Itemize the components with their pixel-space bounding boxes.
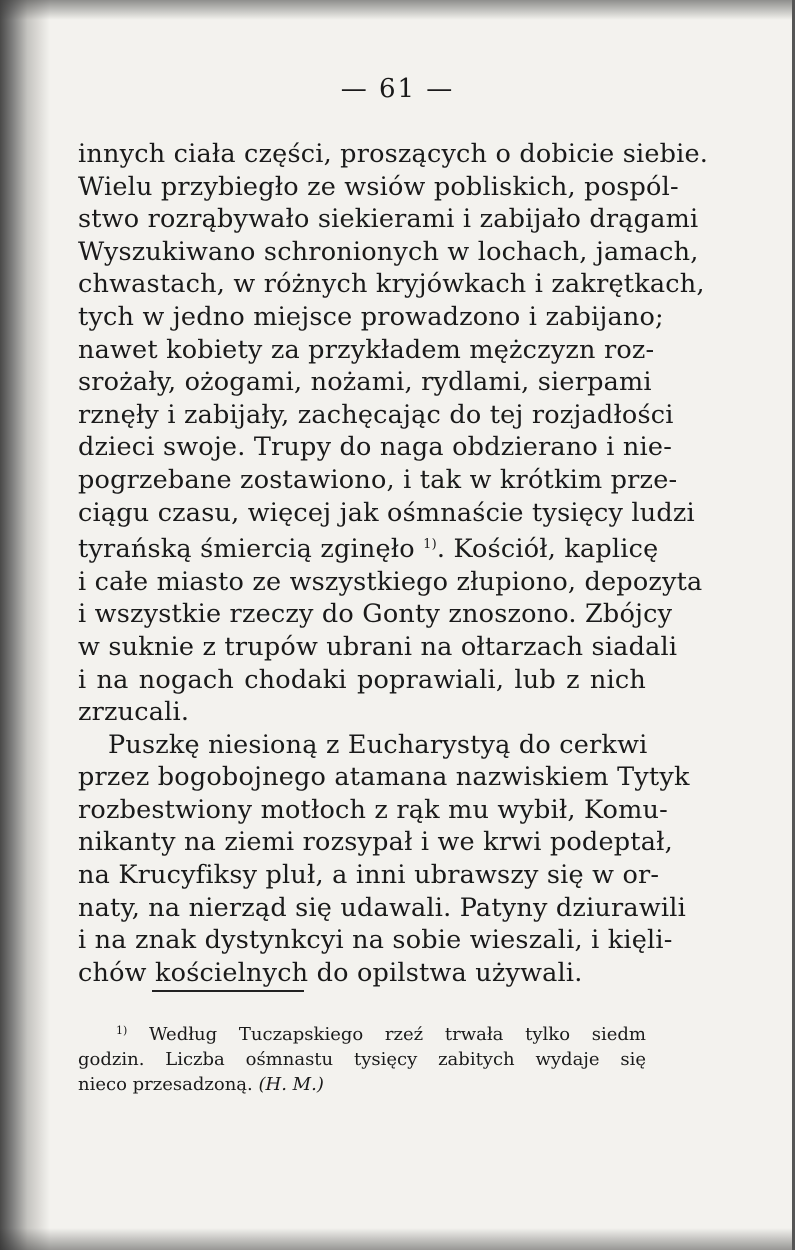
footnote [78, 1018, 646, 1097]
text-line: w suknie z trupów ubrani na ołtarzach siadali [78, 631, 678, 662]
text-line: chów kościelnych do opilstwa używali. [78, 957, 583, 988]
bottom-edge-shadow [0, 1228, 795, 1250]
text-line: Wielu przybiegło ze wsiów pobliskich, pospól- [78, 171, 679, 202]
text-line: nawet kobiety za przykładem mężczyzn roz- [78, 334, 655, 365]
footnote-separator [152, 990, 304, 992]
text-line: i na nogach chodaki poprawiali, lub z nich [78, 664, 646, 695]
footnote-text: nieco przesadzoną. [78, 1074, 253, 1095]
text-line: tych w jedno miejsce prowadzono i zabijano; [78, 301, 664, 332]
footnote-line: godzin. Liczba ośmnastu tysięcy zabitych wydaje się [78, 1049, 646, 1070]
text-line: nikanty na ziemi rozsypał i we krwi podeptał, [78, 827, 673, 858]
text-line: ciągu czasu, więcej jak ośmnaście tysięcy ludzi [78, 497, 695, 528]
text-line: zrzucali. [78, 697, 190, 728]
text-line: i wszystkie rzeczy do Gonty znoszono. Zbójcy [78, 599, 673, 630]
text-line: chwastach, w różnych kryjówkach i zakrętkach, [78, 269, 705, 300]
text-line: przez bogobojnego atamana nazwiskiem Tytyk [78, 762, 690, 793]
text-line: i całe miasto ze wszystkiego złupiono, depozyta [78, 566, 703, 597]
text-line-with-footnote-ref [78, 529, 659, 566]
text-line: srożały, ożogami, nożami, rydlami, sierpami [78, 367, 652, 398]
text-line: rozbestwiony motłoch z rąk mu wybił, Komu- [78, 794, 668, 825]
footnote-line [78, 1018, 646, 1047]
page-number: — 61 — [340, 74, 455, 104]
footnote-attribution: (H. M.) [258, 1074, 324, 1095]
text-line: i na znak dystynkcyi na sobie wieszali, i kięli- [78, 925, 673, 956]
text-segment: . Kościół, kaplicę [436, 534, 659, 565]
text-line: na Krucyfiksy pluł, a inni ubrawszy się w or- [78, 860, 660, 891]
text-line: innych ciała części, proszących o dobicie siebie. [78, 139, 709, 169]
binding-shadow [0, 0, 50, 1250]
footnote-line [78, 1072, 646, 1097]
footnote-marker: 1) [116, 1024, 128, 1037]
text-segment: tyrańską śmiercią zginęło [78, 534, 415, 565]
text-line: naty, na nierząd się udawali. Patyny dziurawili [78, 892, 686, 923]
text-line: dzieci swoje. Trupy do naga obdzierano i nie- [78, 432, 673, 463]
text-line: stwo rozrąbywało siekierami i zabijało drągami [78, 204, 699, 235]
text-line: Wyszukiwano schronionych w lochach, jamach, [78, 236, 699, 267]
top-edge-shadow [0, 0, 795, 20]
main-text [78, 138, 709, 989]
footnote-reference: 1) [423, 537, 437, 553]
footnote-text: Według Tuczapskiego rzeź trwała tylko siedm [149, 1024, 646, 1045]
text-line: pogrzebane zostawiono, i tak w krótkim prze- [78, 464, 678, 495]
text-line: rznęły i zabijały, zachęcając do tej rozjadłości [78, 399, 674, 430]
text-line: Puszkę niesioną z Eucharystyą do cerkwi [108, 729, 648, 760]
